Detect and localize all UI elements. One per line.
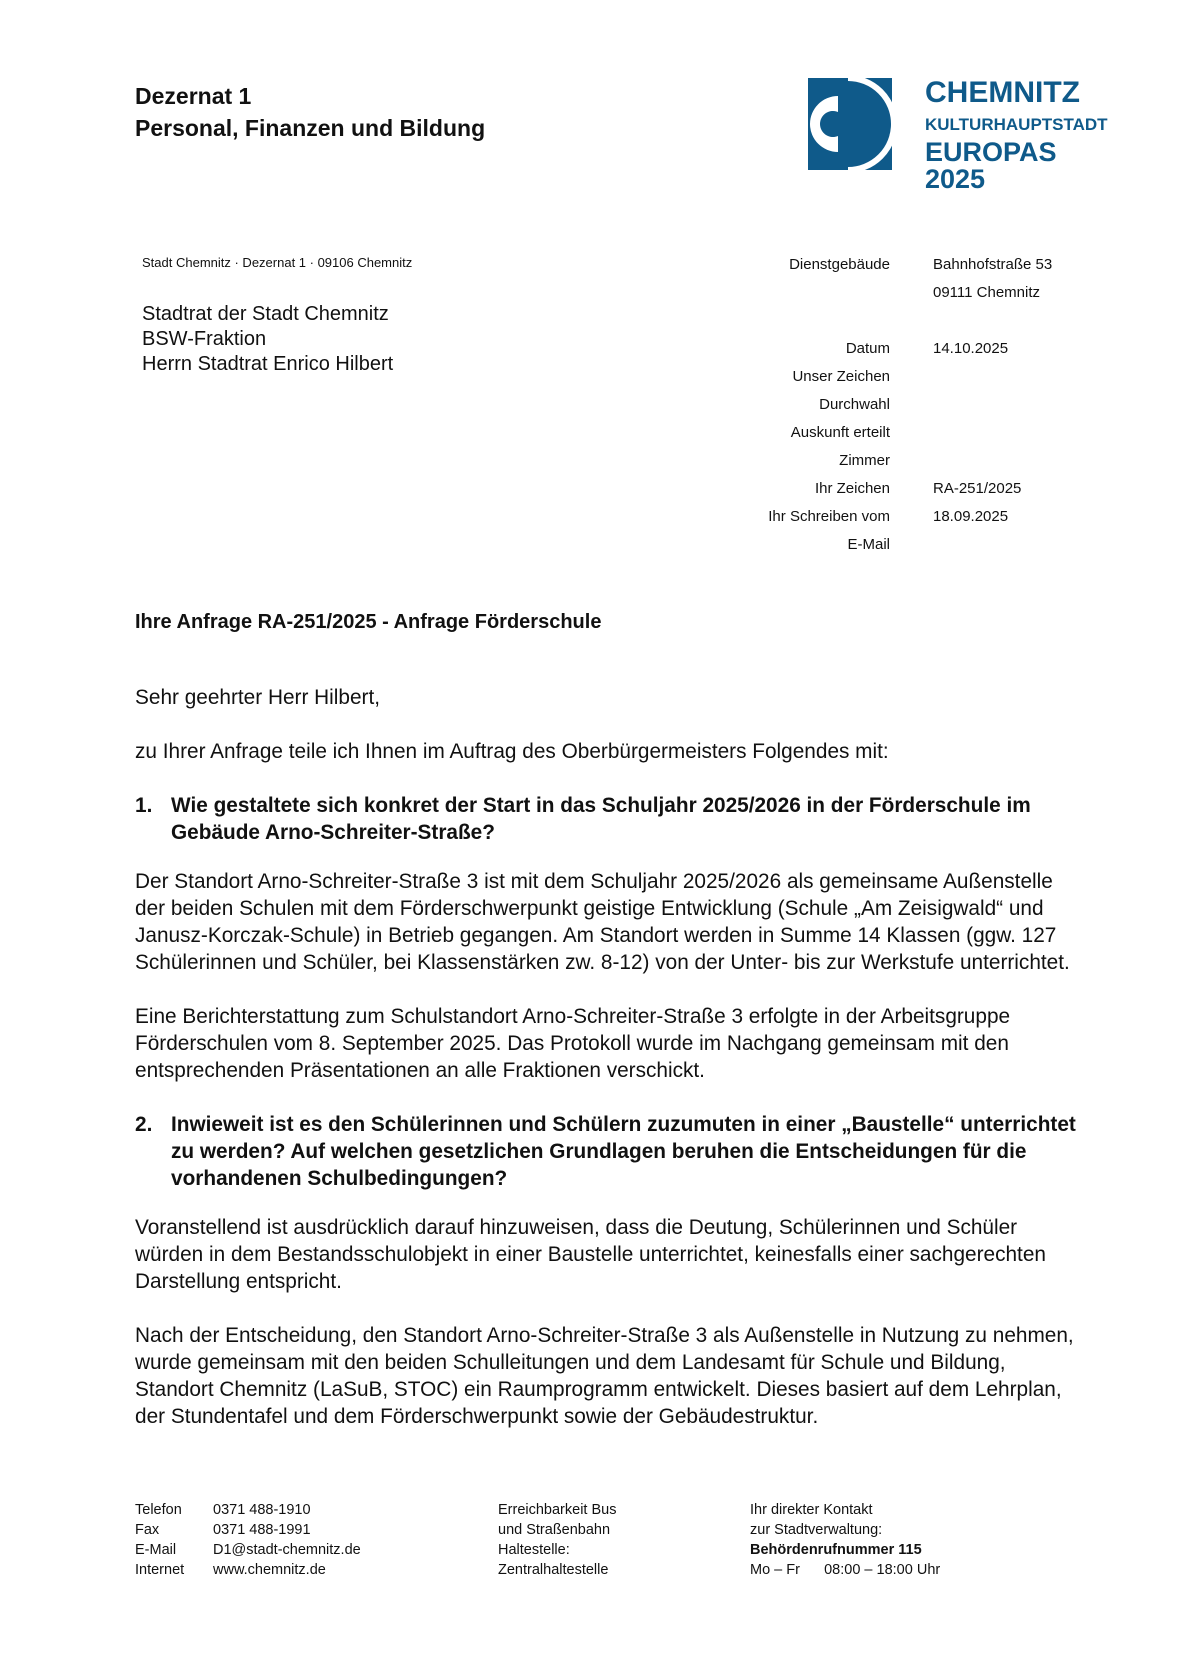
department-heading — [135, 80, 485, 144]
email-link[interactable]: D1@stadt-chemnitz.de — [213, 1542, 361, 1558]
info-row: Datum 14.10.2025 — [845, 339, 1009, 357]
info-row: Auskunft erteilt — [790, 423, 890, 441]
info-row: 09111 Chemnitz — [933, 283, 1041, 301]
question-1: 1. Wie gestaltete sich konkret der Start in das Schuljahr 2025/2026 in der Förderschule im Gebäude Arno-Schreiter-Straße? — [135, 794, 1031, 844]
intro-paragraph: zu Ihrer Anfrage teile ich Ihnen im Auftrag des Oberbürgermeisters Folgendes mit: — [135, 740, 889, 763]
answer-paragraph: Eine Berichterstattung zum Schulstandort Arno-Schreiter-Straße 3 erfolgte in der Arbeitsgruppe Förderschulen vom 8. September 2025. Das Protokoll wurde im Nachgang gemeinsam mit den entsprechenden Präsentationen an alle Fraktionen verschickt. — [135, 1005, 1011, 1082]
footer-direct-contact: Ihr direkter Kontakt zur Stadtverwaltung: Behördenrufnummer 115 Mo – Fr 08:00 – 18:00 Uhr — [750, 1502, 941, 1578]
letter-subject: Ihre Anfrage RA-251/2025 - Anfrage Förderschule — [135, 611, 602, 633]
letter-body — [135, 684, 1085, 1457]
logo-line-3: EUROPAS 2025 — [925, 137, 1057, 194]
sender-address-line: Stadt Chemnitz · Dezernat 1 · 09106 Chemnitz — [142, 255, 413, 270]
question-2: 2. Inwieweit ist es den Schülerinnen und Schülern zuzumuten in einer „Baustelle“ unterrichtet zu werden? Auf welchen gesetzlichen Grundlagen beruhen die Entscheidungen für die vorhandenen Schulbedingungen? — [135, 1113, 1076, 1190]
department-name: Dezernat 1 — [135, 83, 252, 109]
info-block — [700, 250, 1100, 558]
answer-paragraph: Voranstellend ist ausdrücklich darauf hinzuweisen, dass die Deutung, Schülerinnen und Schüler würden in dem Bestandsschulobjekt in einer Baustelle unterrichtet, keinesfalls einer sachgerechten Darstellung entspricht. — [135, 1216, 1046, 1293]
hotline-number: Behördenrufnummer 115 — [750, 1542, 922, 1558]
info-row: Durchwahl — [819, 395, 890, 413]
answer-paragraph: Nach der Entscheidung, den Standort Arno-Schreiter-Straße 3 als Außenstelle in Nutzung zu nehmen, wurde gemeinsam mit den beiden Schulleitungen und dem Landesamt für Schule und Bildung, Standort Chemnitz (LaSuB, STOC) ein Raumprogramm entwickelt. Dieses basiert auf dem Lehrplan, der Stundentafel und dem Förderschwerpunkt sowie der Gebäudestruktur. — [135, 1324, 1074, 1428]
info-row: Dienstgebäude Bahnhofstraße 53 — [789, 255, 1053, 273]
chemnitz-c-logo-icon — [800, 78, 892, 170]
info-row: E-Mail — [847, 535, 890, 553]
opening-hours: Mo – Fr 08:00 – 18:00 Uhr — [750, 1562, 941, 1578]
chemnitz-logo — [800, 76, 1108, 194]
recipient-line: Herrn Stadtrat Enrico Hilbert — [142, 353, 394, 375]
logo-line-2: KULTURHAUPTSTADT — [925, 115, 1108, 134]
phone-number: 0371 488-1910 — [213, 1502, 311, 1518]
logo-line-1: CHEMNITZ — [925, 76, 1080, 109]
footer-contact: Telefon 0371 488-1910 Fax 0371 488-1991 E-Mail D1@stadt-chemnitz.de Internet www.chemnitz.de — [135, 1502, 361, 1578]
recipient-line: Stadtrat der Stadt Chemnitz — [142, 303, 389, 325]
info-row: Ihr Zeichen RA-251/2025 — [814, 479, 1022, 497]
recipient-line: BSW-Fraktion — [142, 328, 267, 350]
department-subtitle: Personal, Finanzen und Bildung — [135, 115, 486, 141]
info-row: Ihr Schreiben vom 18.09.2025 — [768, 507, 1009, 525]
info-row: Zimmer — [839, 451, 890, 469]
info-row: Unser Zeichen — [792, 367, 890, 385]
footer-transit: Erreichbarkeit Bus und Straßenbahn Haltestelle: Zentralhaltestelle — [498, 1502, 617, 1578]
website-link[interactable]: www.chemnitz.de — [213, 1562, 326, 1578]
recipient-address — [142, 302, 393, 377]
answer-paragraph: Der Standort Arno-Schreiter-Straße 3 ist mit dem Schuljahr 2025/2026 als gemeinsame Außenstelle der beiden Schulen mit dem Förderschwerpunkt geistige Entwicklung (Schule „Am Zeisigwald“ und Janusz-Korczak-Schule) in Betrieb gegangen. Am Standort werden in Summe 14 Klassen (ggw. 127 Schülerinnen und Schüler, bei Klassenstärken zw. 8-12) von der Unter- bis zur Werkstufe unterrichtet. — [135, 870, 1070, 974]
salutation: Sehr geehrter Herr Hilbert, — [135, 686, 381, 709]
info-row — [700, 306, 1100, 334]
fax-number: 0371 488-1991 — [213, 1522, 311, 1538]
